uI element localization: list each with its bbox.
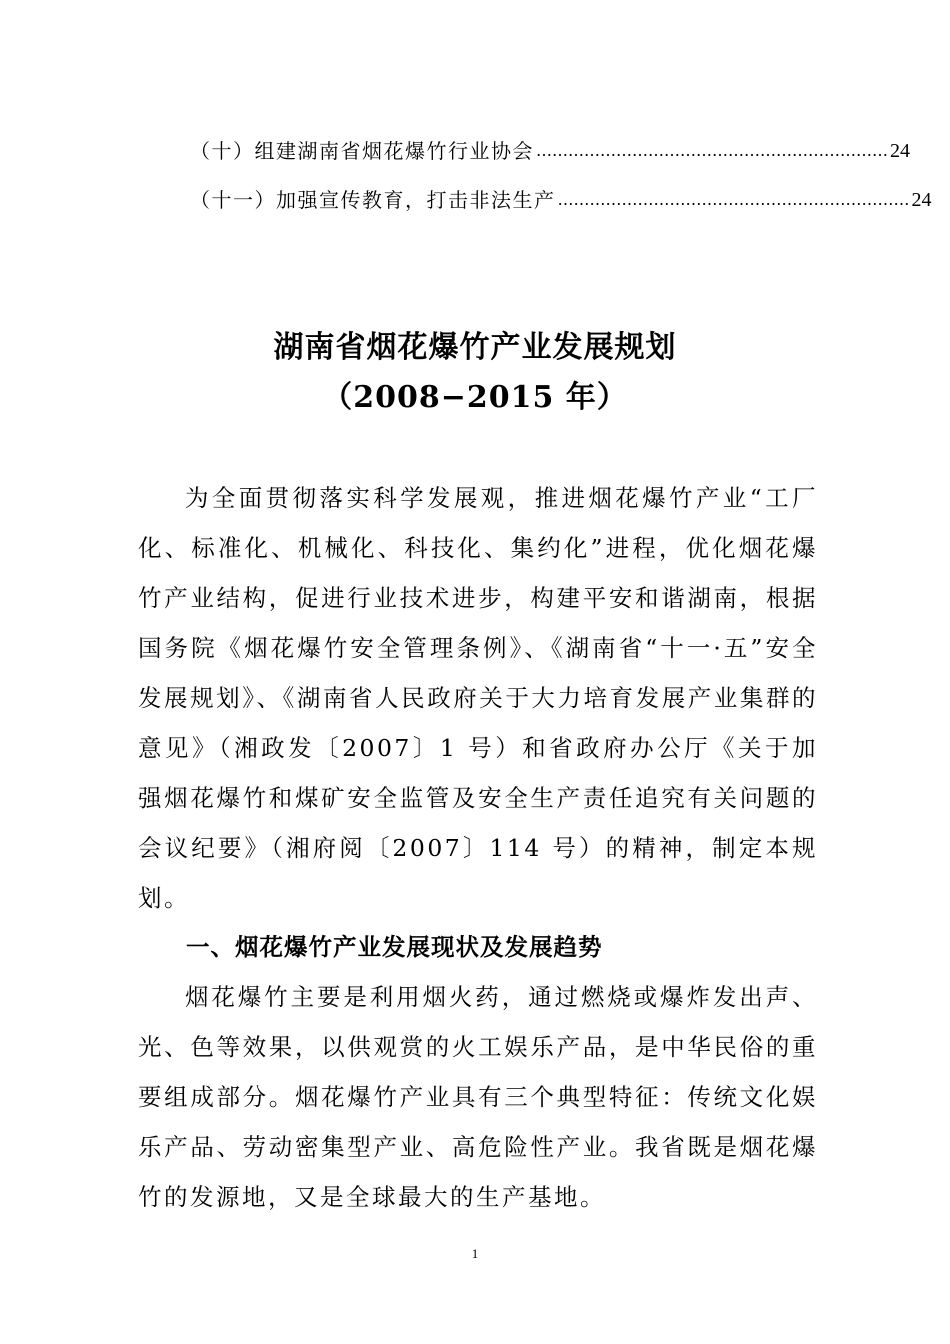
document-subtitle-years: （2008−2015 年） bbox=[322, 380, 628, 415]
toc-entry-text: （十）组建湖南省烟花爆竹行业协会 bbox=[190, 139, 534, 163]
toc-page-number: 24 bbox=[890, 140, 910, 162]
page-number: 1 bbox=[471, 1246, 479, 1261]
toc-page-number: 24 bbox=[911, 189, 932, 211]
toc-entry[interactable] bbox=[190, 185, 932, 215]
section-paragraph: 烟花爆竹主要是利用烟火药，通过燃烧或爆炸发出声、光、色等效果，以供观赏的火工娱乐产品，是中华民俗的重要组成部分。烟花爆竹产业具有三个典型特征：传统文化娱乐产品、劳动密集型产业、高危险性产业。我省既是烟花爆竹的发源地，又是全球最大的生产基地。 bbox=[138, 983, 818, 1211]
toc-entry[interactable] bbox=[190, 136, 910, 166]
section-heading: 一、烟花爆竹产业发展现状及发展趋势 bbox=[186, 933, 603, 961]
toc-entry-text: （十一）加强宣传教育，打击非法生产 bbox=[190, 188, 556, 212]
toc-leader-dots: ………………………………………………………… bbox=[557, 190, 910, 209]
document-title: 湖南省烟花爆竹产业发展规划 bbox=[273, 330, 677, 365]
intro-paragraph: 为全面贯彻落实科学发展观，推进烟花爆竹产业“工厂化、标准化、机械化、科技化、集约化”进程，优化烟花爆竹产业结构，促进行业技术进步，构建平安和谐湖南，根据国务院《烟花爆竹安全管理条例》、《湖南省“十一·五”安全发展规划》、《湖南省人民政府关于大力培育发展产业集群的意见》（湘政发〔2007〕1 号）和省政府办公厅《关于加强烟花爆竹和煤矿安全监管及安全生产责任追究有关问题的会议纪要》（湘府阅〔2007〕114 号）的精神，制定本规划。 bbox=[138, 484, 818, 912]
toc-leader-dots: ………………………………………………………… bbox=[536, 141, 888, 160]
